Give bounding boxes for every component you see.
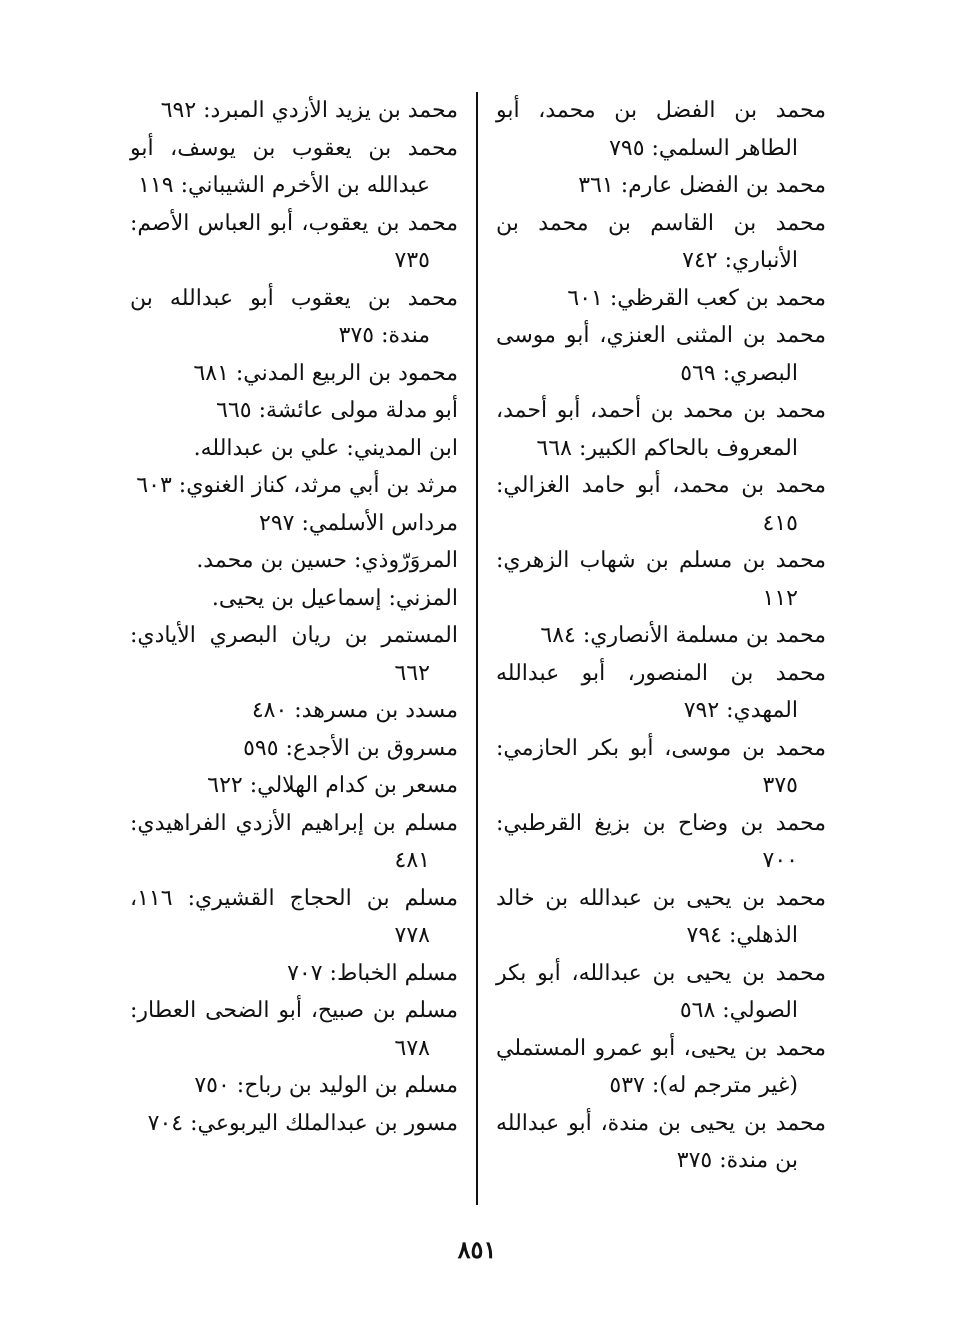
index-entry: ابن المديني: علي بن عبدالله. [193,435,458,461]
page-number: ٨٥١ [457,1235,497,1264]
column-divider [476,92,478,1205]
index-entry: المستمر بن ريان البصري الأيادي: ٦٦٢ [130,623,458,686]
index-entry: مسروق بن الأجدع: ٥٩٥ [243,735,458,761]
index-entry: محمد بن كعب القرظي: ٦٠١ [567,285,826,311]
index-entry: محمد بن يعقوب، أبو العباس الأصم: ٧٣٥ [130,210,458,273]
index-entry: مرداس الأسلمي: ٢٩٧ [259,510,458,536]
index-entry: مسدد بن مسرهد: ٤٨٠ [251,698,458,723]
index-entry: محمد بن محمد، أبو حامد الغزالي: ٤١٥ [496,473,826,536]
index-column-right [496,92,826,1180]
index-entry: مسور بن عبدالملك اليربوعي: ٧٠٤ [147,1110,458,1136]
index-entry: محمد بن القاسم بن محمد بن الأنباري: ٧٤٢ [496,210,826,273]
index-entry: مسلم بن إبراهيم الأزدي الفراهيدي: ٤٨١ [130,810,458,873]
index-entry: محمد بن وضاح بن بزيغ القرطبي: ٧٠٠ [496,810,826,873]
index-entry: المزني: إسماعيل بن يحيى. [211,585,458,611]
index-entry: محمد بن يحيى بن عبدالله، أبو بكر الصولي: ٥٦٨ [496,960,826,1023]
index-entry: محمد بن يعقوب بن يوسف، أبو عبدالله بن الأخرم الشيباني: ١١٩ [130,135,458,198]
index-entry: محمد بن الفضل عارم: ٣٦١ [578,173,826,198]
index-column-left [130,92,458,1142]
index-entry: محمد بن المثنى العنزي، أبو موسى البصري: ٥٦٩ [496,323,826,386]
index-entry: مسلم بن الوليد بن رباح: ٧٥٠ [194,1073,458,1098]
index-entry: محمد بن يعقوب أبو عبدالله بن مندة: ٣٧٥ [130,285,458,348]
index-entry: محمد بن يزيد الأزدي المبرد: ٦٩٢ [160,98,458,123]
index-entry: محمد بن يحيى بن مندة، أبو عبدالله بن مندة: ٣٧٥ [496,1110,826,1173]
index-entry: أبو مدلة مولى عائشة: ٦٦٥ [216,398,458,423]
index-entry: محمد بن محمد بن أحمد، أبو أحمد، المعروف بالحاكم الكبير: ٦٦٨ [496,398,826,461]
index-entry: المروَرّوذي: حسين بن محمد. [196,548,458,573]
index-entry: محمد بن يحيى بن عبدالله بن خالد الذهلي: ٧٩٤ [496,885,826,948]
index-entry: محمد بن مسلم بن شهاب الزهري: ١١٢ [496,548,826,611]
index-entry: محمد بن المنصور، أبو عبدالله المهدي: ٧٩٢ [496,660,826,723]
index-entry: مسعر بن كدام الهلالي: ٦٢٢ [207,773,458,798]
index-entry: مسلم الخباط: ٧٠٧ [287,960,458,986]
index-entry: مرثد بن أبي مرثد، كناز الغنوي: ٦٠٣ [136,473,458,498]
index-entry: محمد بن الفضل بن محمد، أبو الطاهر السلمي: ٧٩٥ [496,98,826,161]
index-entry: مسلم بن الحجاج القشيري: ١١٦، ٧٧٨ [130,885,458,948]
index-entry: محمود بن الربيع المدني: ٦٨١ [193,360,458,386]
index-entry: مسلم بن صبيح، أبو الضحى العطار: ٦٧٨ [130,998,458,1061]
index-entry: محمد بن موسى، أبو بكر الحازمي: ٣٧٥ [496,735,826,798]
index-entry: محمد بن مسلمة الأنصاري: ٦٨٤ [540,623,826,648]
index-entry: محمد بن يحيى، أبو عمرو المستملي (غير مترجم له): ٥٣٧ [496,1035,826,1098]
